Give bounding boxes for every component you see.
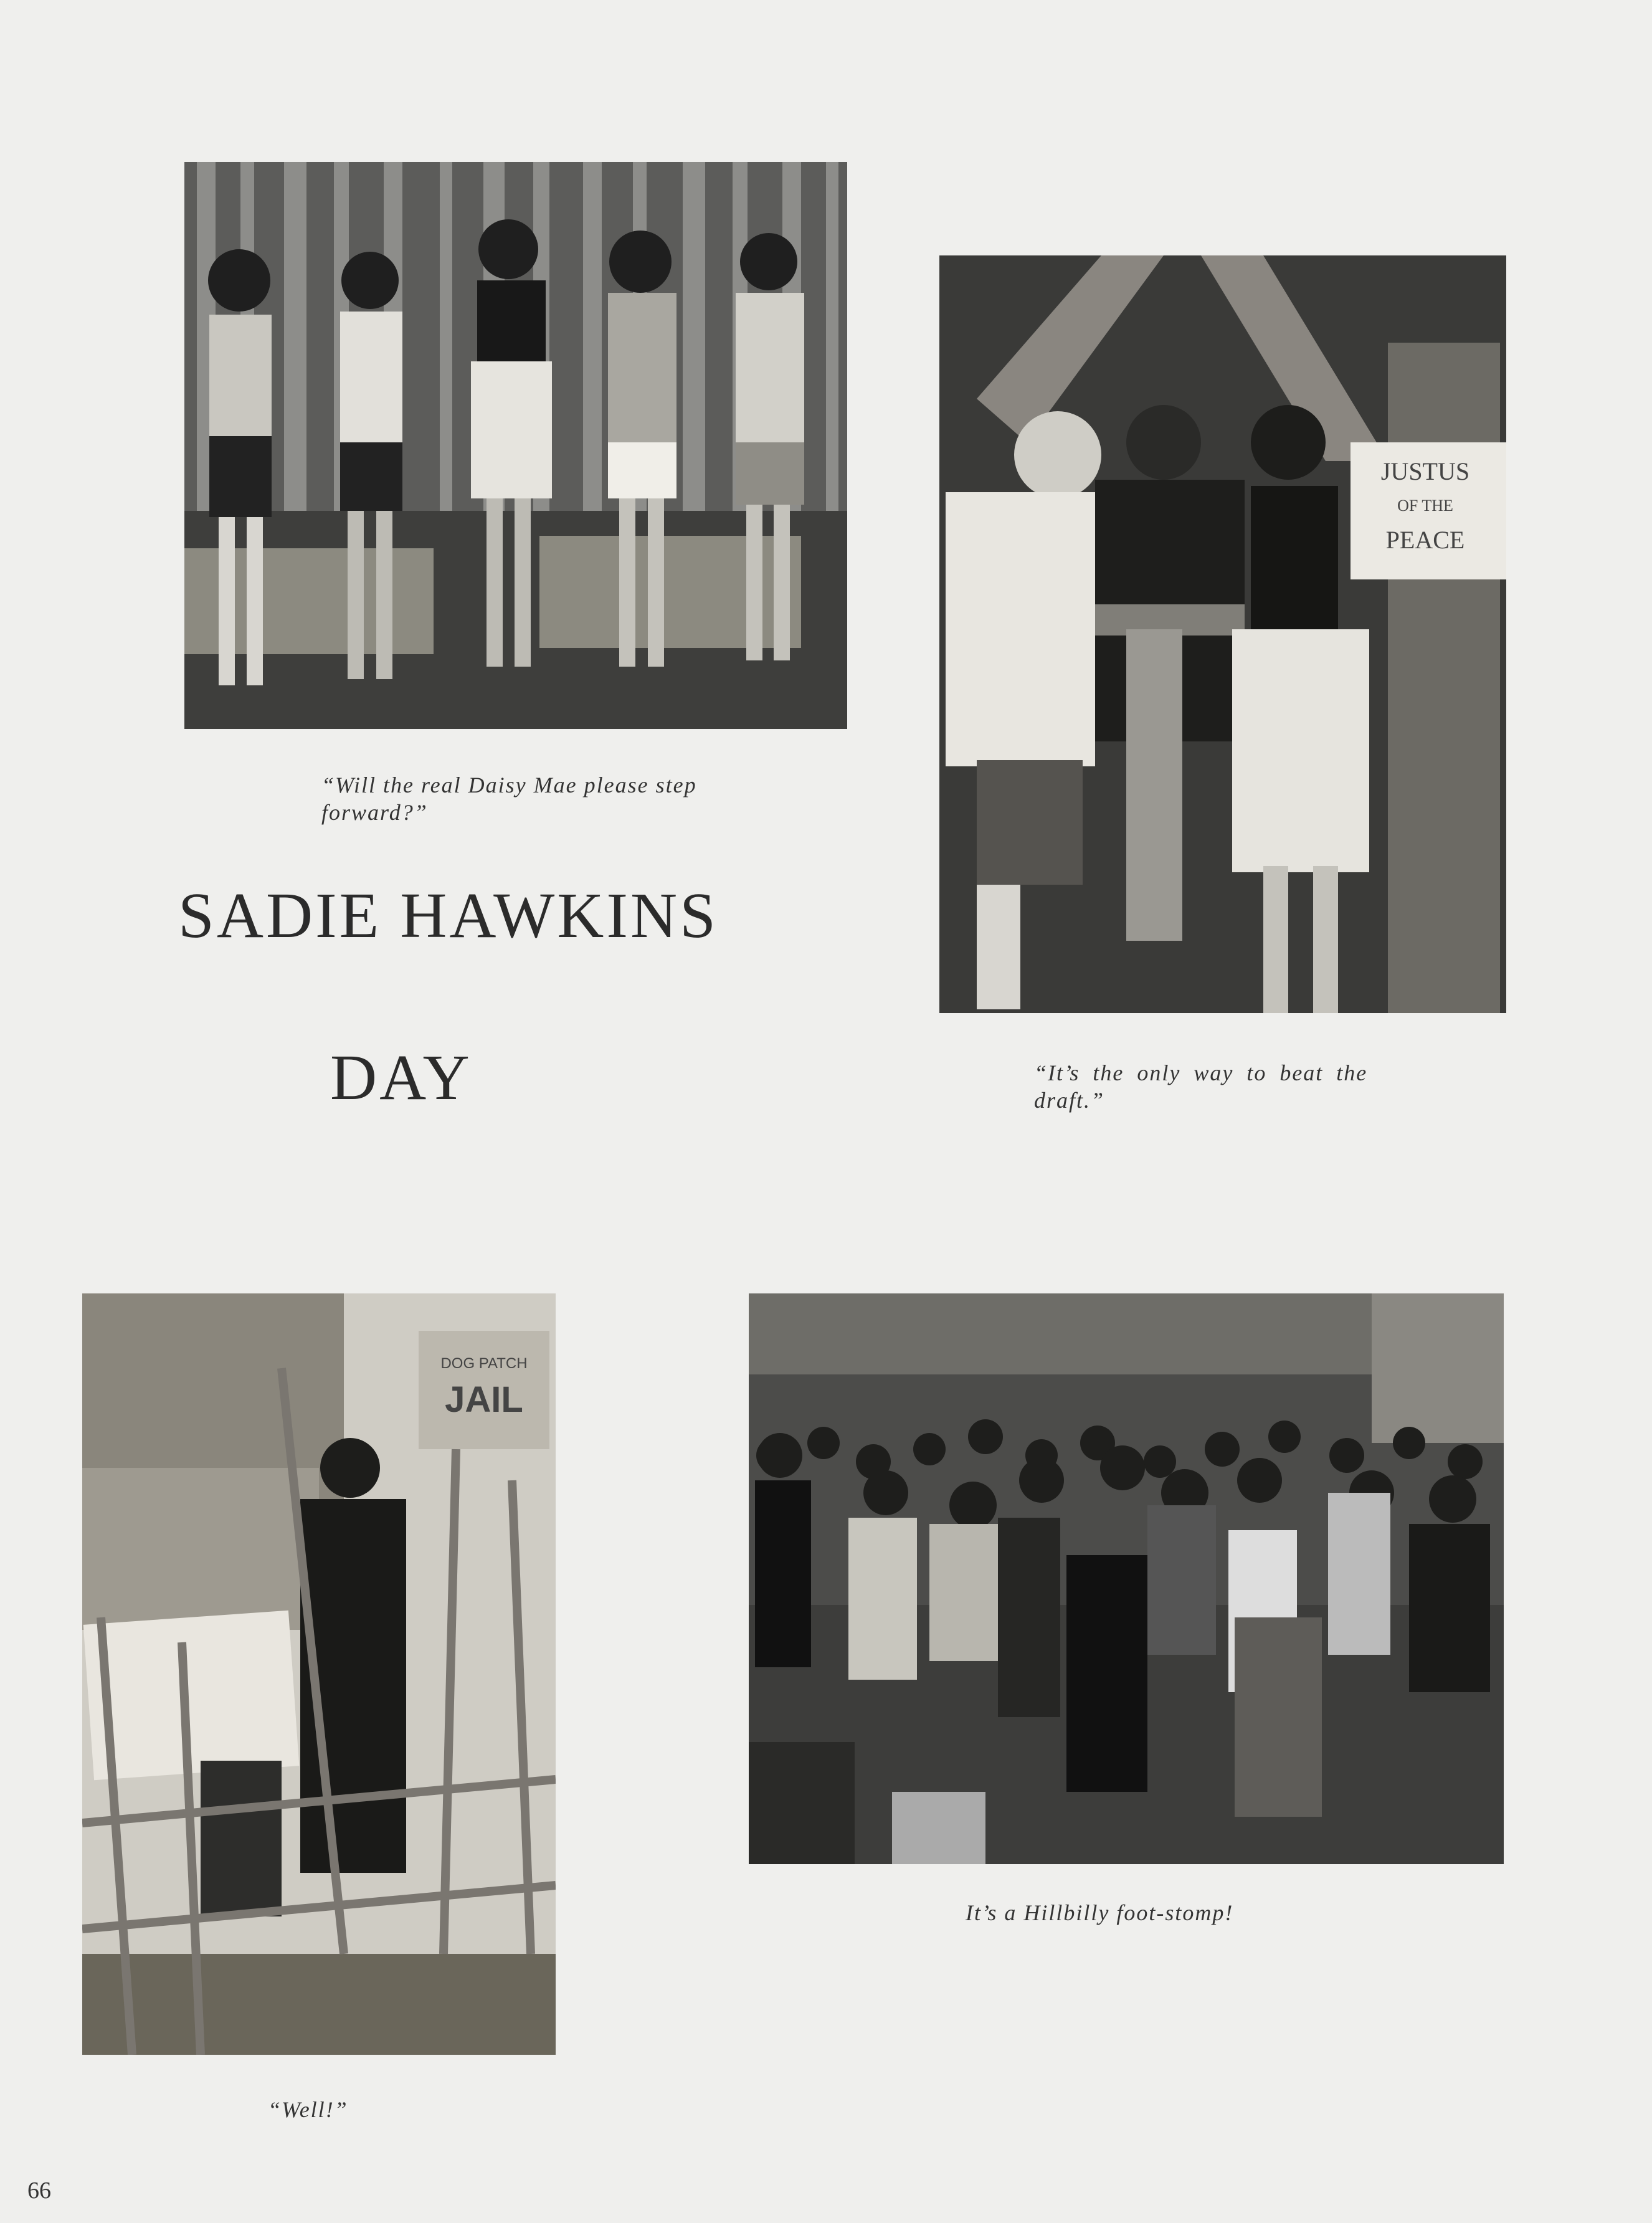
page-title-line2: DAY [330, 1042, 472, 1113]
photo-justice-of-the-peace [939, 255, 1506, 1013]
photo-foot-stomp-dance [749, 1293, 1504, 1864]
photo-dogpatch-jail [82, 1293, 556, 2055]
svg-text:JUSTUS: JUSTUS [1380, 457, 1470, 485]
page-number: 66 [27, 2178, 51, 2204]
svg-text:JAIL: JAIL [445, 1379, 523, 1420]
caption-justice-of-the-peace: “It’s the only way to beat the draft.” [1034, 1060, 1368, 1113]
svg-text:DOG PATCH: DOG PATCH [440, 1355, 528, 1372]
svg-text:OF THE: OF THE [1397, 497, 1453, 515]
caption-dogpatch-jail: “Well!” [268, 2097, 348, 2122]
svg-text:PEACE: PEACE [1385, 526, 1465, 554]
caption-daisy-mae-lineup: “Will the real Daisy Mae please step forward?” [321, 773, 697, 825]
caption-foot-stomp-dance: It’s a Hillbilly foot-stomp! [966, 1900, 1234, 1925]
photo-daisy-mae-lineup [184, 162, 847, 729]
page-title-line1: SADIE HAWKINS [178, 880, 718, 951]
